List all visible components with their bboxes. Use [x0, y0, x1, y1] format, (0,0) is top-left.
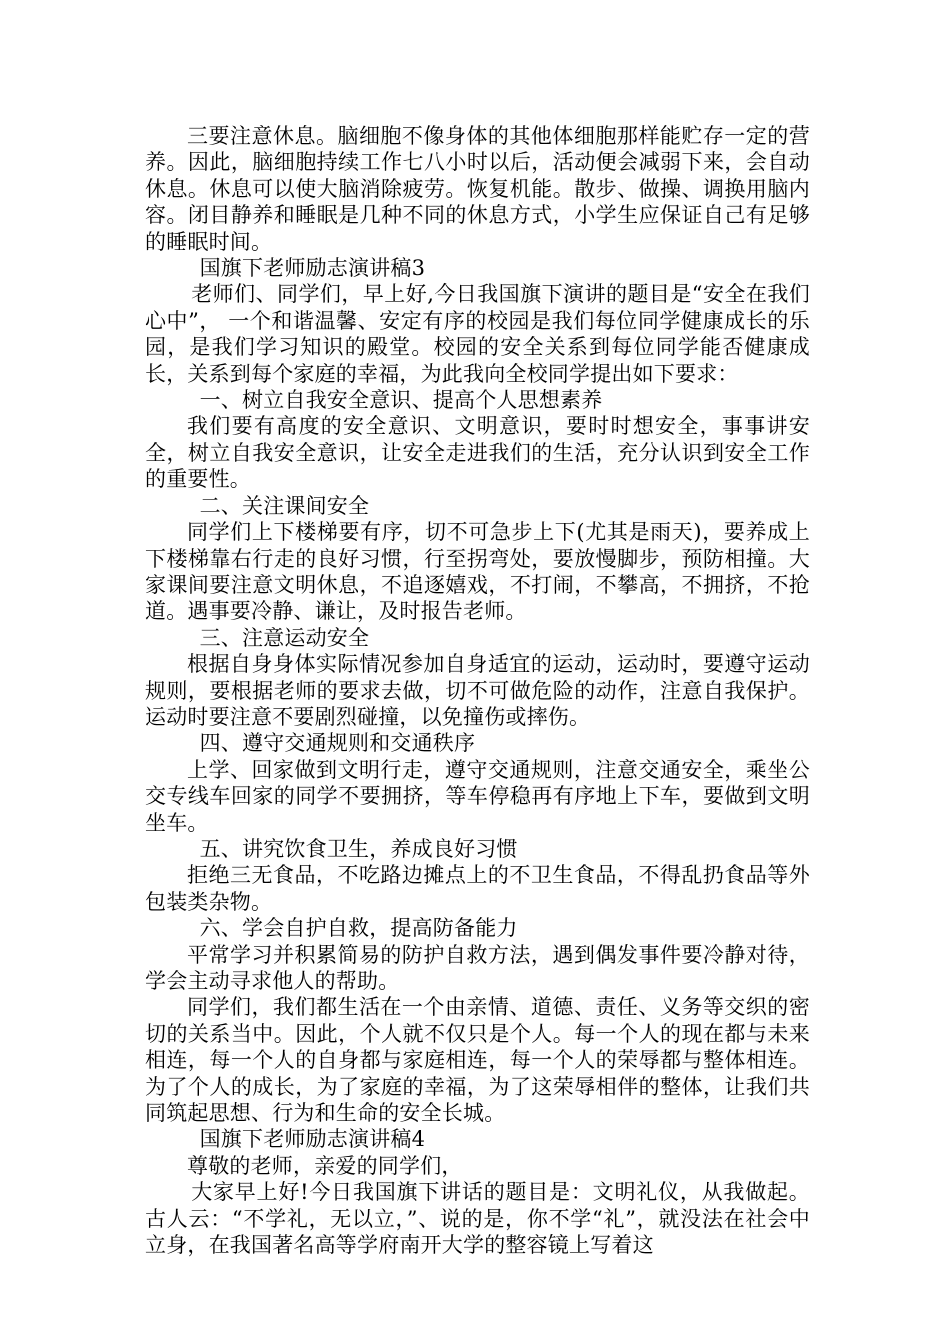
- section-heading: 一、树立自我安全意识、提高个人思想素养: [199, 388, 603, 413]
- paragraph: 同学们上下楼梯要有序，切不可急步上下(尤其是雨天)，要养成上下楼梯靠右行走的良好习惯，行至拐弯处，要放慢脚步，预防相撞。大家课间要注意文明休息，不追逐嬉戏，不打闹，不攀高，不拥挤，不抢道。遇事要冷静、谦让，及时报告老师。: [145, 520, 810, 624]
- section-heading: 二、关注课间安全: [199, 493, 370, 518]
- paragraph: 同学们，我们都生活在一个由亲情、道德、责任、义务等交织的密切的关系当中。因此，个人就不仅只是个人。每一个人的现在都与未来相连，每一个人的自身都与家庭相连，每一个人的荣辱都与整体相连。为了个人的成长，为了家庭的幸福，为了这荣辱相伴的整体，让我们共同筑起思想、行为和生命的安全长城。: [145, 995, 810, 1126]
- paragraph: 根据自身身体实际情况参加自身适宜的运动，运动时，要遵守运动规则，要根据老师的要求去做，切不可做危险的动作，注意自我保护。运动时要注意不要剧烈碰撞，以免撞伤或摔伤。: [145, 652, 810, 729]
- section-heading: 五、讲究饮食卫生，养成良好习惯: [199, 836, 518, 861]
- section-heading: 国旗下老师励志演讲稿4: [199, 1127, 426, 1152]
- section-heading: 四、遵守交通规则和交通秩序: [199, 731, 476, 756]
- paragraph: 大家早上好!今日我国旗下讲话的题目是：文明礼仪，从我做起。古人云：“不学礼，无以立，”、说的是，你不学“礼”，就没法在社会中立身，在我国著名高等学府南开大学的整容镜上写着这: [145, 1180, 810, 1258]
- document-body: [145, 123, 810, 1258]
- paragraph: 平常学习并积累简易的防护自救方法，遇到偶发事件要冷静对待，学会主动寻求他人的帮助。: [145, 942, 810, 993]
- paragraph: 三要注意休息。脑细胞不像身体的其他体细胞那样能贮存一定的营养。因此，脑细胞持续工作七八小时以后，活动便会减弱下来，会自动休息。休息可以使大脑消除疲劳。恢复机能。散步、做操、调换用脑内容。闭目静养和睡眠是几种不同的休息方式，小学生应保证自己有足够的睡眠时间。: [145, 124, 810, 254]
- section-heading: 三、注意运动安全: [199, 625, 370, 650]
- paragraph: 尊敬的老师，亲爱的同学们，: [187, 1153, 463, 1178]
- paragraph: 老师们、同学们，早上好,今日我国旗下演讲的题目是“安全在我们心中”， 一个和谐温馨、安定有序的校园是我们每位同学健康成长的乐园，是我们学习知识的殿堂。校园的安全关系到每位同学能否健康成长，关系到每个家庭的幸福，为此我向全校同学提出如下要求：: [145, 282, 810, 386]
- paragraph: 我们要有高度的安全意识、文明意识，要时时想安全，事事讲安全，树立自我安全意识，让安全走进我们的生活，充分认识到安全工作的重要性。: [145, 414, 810, 492]
- section-heading: 六、学会自护自救，提高防备能力: [199, 916, 518, 941]
- section-heading: 国旗下老师励志演讲稿3: [199, 256, 426, 281]
- paragraph: 拒绝三无食品，不吃路边摊点上的不卫生食品，不得乱扔食品等外包装类杂物。: [145, 863, 810, 914]
- paragraph: 上学、回家做到文明行走，遵守交通规则，注意交通安全，乘坐公交专线车回家的同学不要拥挤，等车停稳再有序地上下车，要做到文明坐车。: [145, 757, 810, 835]
